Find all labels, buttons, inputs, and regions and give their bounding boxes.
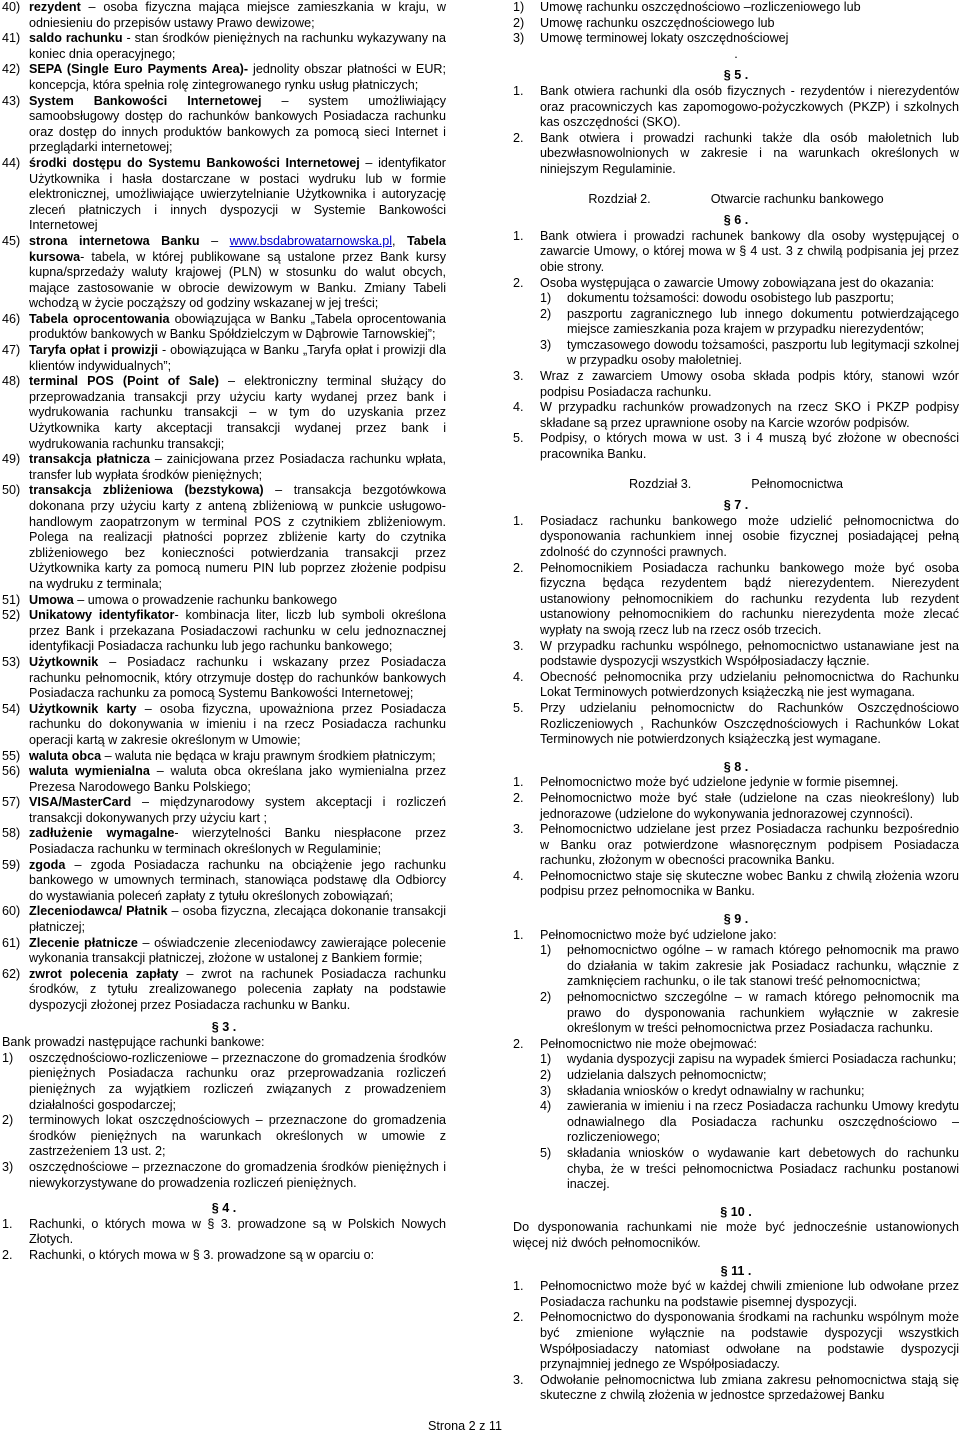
definition-item <box>2 374 446 452</box>
item-text: Osoba występująca o zawarcie Umowy zobowiązana jest do okazania: <box>540 275 935 290</box>
item-number: 1) <box>540 291 552 306</box>
definition-text: – oświadczenie zleceniodawcy zawierające polecenie wykonania transakcji płatniczej, złożone w ustalonej z Bankiem formie; <box>29 935 446 966</box>
definition-text: – identyfikator Użytkownika i hasła dostarczane w postaci wydruku lub w formie elektronicznej, umożliwiające uwierzytelnianie Użytkownika i autoryzację zleceń płatniczych i innych dyspozycji w Systemie Bankowości Internetowej <box>29 155 446 233</box>
exclusion-item <box>513 1068 959 1084</box>
right-column <box>513 0 959 1404</box>
item-text: Pełnomocnictwo staje się skuteczne wobec Banku z chwilą złożenia wzoru podpisu przez pełnomocnika w Banku. <box>540 868 959 899</box>
item-text: Pełnomocnictwo nie może obejmować: <box>540 1036 757 1051</box>
definition-text: - obowiązująca w Banku „Taryfa opłat i prowizji dla klientów indywidualnych”; <box>29 343 446 373</box>
item-number: 2) <box>540 1068 552 1082</box>
item-text: składania wniosków o kredyt odnawialny w rachunku; <box>567 1083 865 1098</box>
item-number: 1) <box>513 0 525 14</box>
item-number: 50) <box>2 483 21 498</box>
account-type-item <box>2 1160 446 1191</box>
item-number: 3. <box>513 369 524 384</box>
section-6-item <box>513 229 959 276</box>
definition-item <box>2 967 446 1014</box>
chapter-2-heading <box>513 192 959 208</box>
item-number: 2. <box>513 790 524 805</box>
exclusion-item <box>513 1099 959 1146</box>
term: strona internetowa Banku <box>29 233 200 248</box>
section-4-item <box>2 1248 446 1264</box>
term: terminal POS (Point of Sale) <box>29 374 219 389</box>
section-8-item <box>513 775 959 791</box>
item-number: 62) <box>2 966 21 981</box>
term: SEPA (Single Euro Payments Area)- <box>29 62 249 77</box>
definition-item <box>2 0 446 31</box>
item-text: Pełnomocnikiem Posiadacza rachunku bankowego może być osoba fizyczna będąca rezydentem bądź nierezydentem. Nierezydent ustanowiony pełnomocnikiem do rachunku rezydenta lub rezydent ustanowiony pełnomocnikiem do rachunku nierezydenta może zlecać wypłaty na swoją rzecz lub na rzecz osób trzecich. <box>540 560 959 637</box>
item-text: Pełnomocnictwo może być w każdej chwili zmienione lub odwołane przez Posiadacza rachunku na podstawie pisemnej dyspozycji. <box>540 1279 959 1309</box>
definition-item <box>2 62 446 93</box>
item-text: oszczędnościowe – przeznaczone do gromadzenia środków pieniężnych i niewykorzystywane do prowadzenia rozliczeń pieniężnych. <box>29 1159 446 1190</box>
chapter-title: Pełnomocnictwa <box>751 476 843 491</box>
item-number: 2. <box>513 275 524 290</box>
item-number: 51) <box>2 592 21 607</box>
section-11-list <box>513 1279 959 1404</box>
item-number: 47) <box>2 343 21 358</box>
item-number: 1. <box>513 513 524 528</box>
item-number: 55) <box>2 748 21 763</box>
definition-item <box>2 858 446 905</box>
section-4-list <box>2 1217 446 1264</box>
term: transakcja zbliżeniowa (bezstykowa) <box>29 483 264 498</box>
item-number: 3) <box>2 1159 14 1174</box>
term: zwrot polecenia zapłaty <box>29 966 179 981</box>
section-5-list <box>513 84 959 178</box>
item-text: Rachunki, o których mowa w § 3. prowadzone są w oparciu o: <box>29 1247 375 1262</box>
item-number: 1. <box>513 927 524 942</box>
definition-text: – osoba fizyczna, zlecająca dokonanie transakcji płatniczej; <box>29 904 446 935</box>
item-text: Pełnomocnictwo może być udzielone jako: <box>540 927 777 942</box>
proxy-type-item <box>513 990 959 1037</box>
item-number: 44) <box>2 155 21 170</box>
definition-item <box>2 936 446 967</box>
term: środki dostępu do Systemu Bankowości Internetowej <box>29 155 360 170</box>
term: System Bankowości Internetowej <box>29 93 262 108</box>
definition-item <box>2 826 446 857</box>
item-text: terminowych lokat oszczędnościowych – przeznaczone do gromadzenia środków pieniężnych na warunkach określonych w umowie z zastrzeżeniem 13 ust. 2; <box>29 1113 446 1159</box>
definition-text: – międzynarodowy system akceptacji i rozliczeń transakcji dokonywanych przy użyciu kart ; <box>29 795 446 825</box>
item-number: 56) <box>2 764 21 779</box>
section-11-item <box>513 1373 959 1404</box>
item-text: Bank otwiera i prowadzi rachunek bankowy dla osoby występującej o zawarcie Umowy, o której mowa w § 4 ust. 3 z chwilą podpisania jej przez obie strony. <box>540 228 959 274</box>
section-heading-5: § 5 . <box>723 68 749 83</box>
section-8-item <box>513 822 959 869</box>
agreement-list <box>513 0 959 47</box>
item-number: 1. <box>513 83 524 98</box>
term: waluta wymienialna <box>29 764 150 779</box>
definition-text: jednolity obszar płatności w EUR; koncepcja, która spełnia rolę zintegrowanego rynku usług płatniczych; <box>29 62 447 92</box>
item-text: Podpisy, o których mowa w ust. 3 i 4 muszą być złożone w obecności pracownika Banku. <box>540 431 959 462</box>
exclusion-item <box>513 1052 959 1068</box>
definition-text: – transakcja bezgotówkowa dokonana przy użyciu karty z anteną zbliżeniową w punkcie usługowo-handlowym zaopatrzonym w terminal POS z czytnikiem zbliżeniowym. Polega na realizacji płatności poprzez zbliżenie karty do czytnika zbliżeniowego bez konieczności potwierdzania transakcji przez Użytkownika karty za pomocą numeru PIN lub poprzez złożenie podpisu na wydruku z terminala; <box>29 483 446 591</box>
item-number: 1) <box>540 943 552 958</box>
section-6-item <box>513 369 959 400</box>
item-text: Umowę rachunku oszczędnościowego lub <box>540 15 775 30</box>
item-text: pełnomocnictwo ogólne – w ramach którego pełnomocnik ma prawo do działania w takim zakresie jak Posiadacz rachunku, włącznie z zamknięciem rachunku, o ile tak stanowi treść pełnomocnictwa; <box>567 943 959 989</box>
section-8-list <box>513 775 959 900</box>
item-number: 52) <box>2 608 21 623</box>
section-8-item <box>513 791 959 822</box>
section-4-item <box>2 1217 446 1248</box>
definition-text: obowiązująca w Banku „Tabela oprocentowania produktów bankowych w Banku Spółdzielczym w Dąbrowie Tarnowskiej”; <box>29 311 446 342</box>
item-number: 59) <box>2 857 21 872</box>
item-number: 1. <box>2 1216 13 1231</box>
definition-item <box>2 452 446 483</box>
term: Zlecenie płatnicze <box>29 935 138 950</box>
definition-text: – zainicjowana przez Posiadacza rachunku wpłata, transfer lub wypłata środków pieniężnych; <box>29 452 446 482</box>
definition-item <box>2 764 446 795</box>
item-number: 53) <box>2 654 21 669</box>
item-text: Pełnomocnictwo do dysponowania środkami na rachunku wspólnym może być zmienione wyłącznie na podstawie dyspozycji wszystkich Współposiadaczy natomiast odwołane na podstawie dyspozycji przynajmniej jednego ze Współposiadaczy. <box>540 1310 959 1372</box>
item-number: 1. <box>513 775 524 790</box>
item-number: 60) <box>2 904 21 919</box>
definition-text: – zgoda Posiadacza rachunku na obciążenie jego rachunku bankowego w umownych terminach, stanowiąca podstawę dla Odbiorcy do wystawiania poleceń zapłaty z tytułu określonych zobowiązań; <box>29 857 446 903</box>
definition-item <box>2 483 446 592</box>
item-text: Pełnomocnictwo może być udzielone jedynie w formie pisemnej. <box>540 775 899 790</box>
item-number: 40) <box>2 0 21 14</box>
item-number: 61) <box>2 935 21 950</box>
item-text: Odwołanie pełnomocnictwa lub zmiana zakresu pełnomocnictwa stają się skuteczne z chwilą złożenia w jednostce sprzedażowej Banku <box>540 1372 959 1403</box>
item-text: Bank otwiera i prowadzi rachunki także dla osób małoletnich lub ubezwłasnowolnionych w zakresie i na warunkach określonych w niniejszym Regulaminie. <box>540 130 959 176</box>
item-number: 2. <box>513 1036 524 1051</box>
definition-text: – system umożliwiający samoobsługowy dostęp do rachunków bankowych Posiadacza rachunku oraz dostęp do innych produktów bankowych za pomocą sieci Internet i przeglądarki internetowej; <box>29 93 446 155</box>
section-heading-3: § 3 . <box>211 1019 237 1034</box>
item-text: Rachunki, o których mowa w § 3. prowadzone są w Polskich Nowych Złotych. <box>29 1216 446 1247</box>
section-heading-7: § 7 . <box>723 498 749 513</box>
item-text: paszportu zagranicznego lub innego dokumentu potwierdzającego miejsce zamieszkania poza krajem w przypadku nierezydentów; <box>567 306 959 337</box>
section-7-item <box>513 514 959 561</box>
definition-text: - tabela, w której publikowane są ustalone przez Bank kursy kupna/sprzedaży waluty krajowej (PLN) w stosunku do walut obcych, mające zastosowanie w obrocie dewizowym w Banku. Zmiany Tabeli wchodzą w życie począższy od godziny wskazanej w jej treści; <box>29 249 446 311</box>
item-number: 3. <box>513 822 524 837</box>
item-number: 2. <box>2 1247 13 1262</box>
section-6-item <box>513 276 959 292</box>
agreement-item <box>513 16 959 32</box>
term: VISA/MasterCard <box>29 795 132 810</box>
item-number: 2. <box>513 130 524 145</box>
item-text: udzielania dalszych pełnomocnictw; <box>567 1068 767 1082</box>
item-number: 1) <box>2 1050 14 1065</box>
section-7-item <box>513 561 959 639</box>
term: waluta obca <box>29 748 102 763</box>
chapter-3-heading <box>513 477 959 493</box>
item-number: 49) <box>2 452 21 467</box>
item-text: zawierania w imieniu i na rzecz Posiadacza rachunku Umowy kredytu odnawialnego dla Posiadacza rachunku oszczędnościowo –rozliczeniowego; <box>567 1099 959 1145</box>
item-number: 43) <box>2 93 21 108</box>
definition-text: – zwrot na rachunek Posiadacza rachunku środków, z tytułu zrealizowanego polecenia zapłaty na podstawie dyspozycji złożonej przez Posiadacza rachunku w Banku. <box>29 966 446 1012</box>
section-heading-6: § 6 . <box>723 213 749 228</box>
term: Unikatowy identyfikator <box>29 608 175 623</box>
item-text: pełnomocnictwo szczególne – w ramach którego pełnomocnik ma prawo do dysponowania rachunkiem wyłącznie w zakresie określonym w treści pełnomocnictwa przez Posiadacza rachunku. <box>567 990 959 1036</box>
definitions-list-a <box>2 0 446 234</box>
term: Tabela oprocentowania <box>29 311 170 326</box>
section-heading-11: § 11 . <box>720 1263 752 1278</box>
term: saldo rachunku <box>29 31 123 46</box>
item-number: 4. <box>513 400 524 415</box>
chapter-number: Rozdział 2. <box>588 191 651 206</box>
section-11-item <box>513 1279 959 1310</box>
item-number: 5) <box>540 1145 552 1160</box>
section-3-intro: Bank prowadzi następujące rachunki bankowe: <box>2 1035 265 1050</box>
section-5-item <box>513 131 959 178</box>
item-number: 2. <box>513 1310 524 1325</box>
section-3-list <box>2 1051 446 1191</box>
section-9-item <box>513 1037 959 1053</box>
exclusion-item <box>513 1146 959 1193</box>
agreement-item <box>513 0 959 16</box>
item-text: oszczędnościowo-rozliczeniowe – przeznaczone do gromadzenia środków pieniężnych Posiadacza rachunku oraz przeprowadzania rozliczeń pieniężnych za wyjątkiem rozliczeń związanych z prowadzeniem działalności gospodarczej; <box>29 1050 446 1112</box>
item-number: 3. <box>513 638 524 653</box>
item-number: 45) <box>2 233 21 248</box>
section-9-list <box>513 928 959 1193</box>
item-number: 2) <box>540 306 552 321</box>
term: Umowa <box>29 592 74 607</box>
definition-text: – Posiadacz rachunku i wskazany przez Posiadacza rachunku pełnomocnik, który otrzymuje dostęp do rachunków bankowych Posiadacza rachunku za pomocą Systemu Bankowości Internetowej; <box>29 654 446 701</box>
section-7-item <box>513 701 959 748</box>
item-text: Pełnomocnictwo udzielane jest przez Posiadacza rachunku bezpośrednio w Banku oraz potwierdzone własnoręcznym podpisem Posiadacza rachunku, złożonym w obecności pracownika Banku. <box>540 822 959 868</box>
definition-item <box>2 31 446 62</box>
item-number: 4. <box>513 669 524 684</box>
section-8-item <box>513 869 959 900</box>
definition-text: – waluta obca określana jako wymienialna przez Prezesa Narodowego Banku Polskiego; <box>29 764 446 794</box>
item-text: Bank otwiera rachunki dla osób fizycznych - rezydentów i nierezydentów oraz pracowniczych kas zapomogowo-pożyczkowych (PKZP) i szkolnych kas oszczędności (SKO). <box>540 83 959 130</box>
term: Taryfa opłat i prowizji <box>29 343 159 358</box>
definition-item <box>2 655 446 702</box>
section-6-list <box>513 229 959 463</box>
item-text: Umowę rachunku oszczędnościowo –rozliczeniowego lub <box>540 0 861 14</box>
item-number: 57) <box>2 795 21 810</box>
definition-item <box>2 343 446 374</box>
section-7-item <box>513 670 959 701</box>
item-text: składania wniosków o wydawanie kart debetowych do rachunku chyba, że w treści pełnomocnictwa Posiadacz rachunku postanowi inaczej. <box>567 1145 959 1192</box>
item-text: tymczasowego dowodu tożsamości, paszportu lub legitymacji szkolnej w przypadku osoby małoletniej. <box>567 337 959 368</box>
item-number: 2) <box>2 1113 14 1128</box>
term: rezydent <box>29 0 81 14</box>
exclusion-item <box>513 1084 959 1100</box>
item-text: Posiadacz rachunku bankowego może udzielić pełnomocnictwa do dysponowania rachunkiem innej osobie fizycznej posiadającej pełną zdolność do czynności prawnych. <box>540 513 959 559</box>
bank-website-link[interactable]: www.bsdabrowatarnowska.pl <box>229 233 393 248</box>
item-number: 46) <box>2 311 21 326</box>
definition-text: – elektroniczny terminal służący do przeprowadzania transakcji przy użyciu karty wydanej przez bank i wydrukowania rachunku transakcji – w tym do uzyskania przez Użytkownika karty akceptacji transakcji wydanej przez bank i wydrukowania rachunku transakcji; <box>29 374 446 451</box>
document-item <box>513 338 959 369</box>
item-number: 41) <box>2 31 21 46</box>
item-text: Umowę terminowej lokaty oszczędnościowej <box>540 31 789 46</box>
item-number: 3. <box>513 1372 524 1387</box>
definition-item <box>2 795 446 826</box>
definition-text: – umowa o prowadzenie rachunku bankowego <box>73 592 338 607</box>
definition-item <box>2 593 446 609</box>
item-number: 2) <box>540 990 552 1005</box>
item-number: 3) <box>540 1083 552 1098</box>
item-number: 1. <box>513 1279 524 1294</box>
item-text: Obecność pełnomocnika przy udzielaniu pełnomocnictwa do Rachunku Lokat Terminowych potwierdzonych książeczką nie jest wymagana. <box>540 669 959 700</box>
term: zgoda <box>29 857 66 872</box>
section-5-item <box>513 84 959 131</box>
section-heading-9: § 9 . <box>723 912 749 927</box>
page-footer: Strona 2 z 11 <box>428 1419 502 1433</box>
definition-item <box>2 608 446 655</box>
definition-text: - stan środków pieniężnych na rachunku wykazywany na koniec dnia operacyjnego; <box>29 31 447 61</box>
item-number: 1) <box>540 1052 552 1067</box>
definition-item <box>2 904 446 935</box>
item-text: Przy udzielaniu pełnomocnictw do Rachunków Oszczędnościowo Rozliczeniowych , Rachunków Oszczędnościowych i Rachunków Lokat Terminowych nie potwierdzonych książeczką jest wymagane. <box>540 700 959 747</box>
section-10-text: Do dysponowania rachunkami nie może być jednocześnie ustanowionych więcej niż dwóch pełnomocników. <box>513 1220 959 1250</box>
section-heading-8: § 8 . <box>723 759 749 774</box>
section-heading-4: § 4 . <box>211 1201 237 1216</box>
definition-text: - wierzytelności Banku niespłacone przez Posiadacza rachunku w terminach określonych w Regulaminie; <box>29 826 446 857</box>
item-number: 2) <box>513 15 525 30</box>
definition-item-45: 45) strona internetowa Banku – www.bsdabrowatarnowska.pl, Tabela kursowa- tabela, w której publikowane są ustalone przez Bank kursy kupna/sprzedaży waluty krajowej (PLN) w stosunku do walut obcych, mające zastosowanie w obrocie dewizowym w Banku. Zmiany Tabeli wchodzą w życie począższy od godziny wskazanej w jej treści; <box>2 233 446 311</box>
left-column <box>2 0 446 1264</box>
agreement-item <box>513 31 959 47</box>
definition-text: - kombinacja liter, liczb lub symboli określona przez Bank i przekazana Posiadaczowi rachunku w celu jednoznacznej identyfikacji Posiadacza rachunku lub jego rachunku bankowego; <box>29 608 446 654</box>
definition-item <box>2 156 446 234</box>
section-6-item <box>513 400 959 431</box>
chapter-title: Otwarcie rachunku bankowego <box>710 191 884 206</box>
section-11-item <box>513 1310 959 1372</box>
item-number: 3) <box>513 31 525 46</box>
definition-item <box>2 94 446 156</box>
item-text: wydania dyspozycji zapisu na wypadek śmierci Posiadacza rachunku; <box>567 1052 957 1067</box>
section-9-item <box>513 928 959 944</box>
term: transakcja płatnicza <box>29 452 151 467</box>
definition-item <box>2 749 446 765</box>
item-number: 5. <box>513 431 524 446</box>
item-number: 4) <box>540 1099 552 1114</box>
term: Zleceniodawca/ Płatnik <box>29 904 168 919</box>
item-number: 48) <box>2 374 21 389</box>
chapter-number: Rozdział 3. <box>628 476 692 491</box>
item-number: 3) <box>540 337 552 352</box>
item-text: W przypadku rachunku wspólnego, pełnomocnictwo ustanawiane jest na podstawie dyspozycji wszystkich Współposiadaczy łącznie. <box>540 638 959 669</box>
item-text: W przypadku rachunków prowadzonych na rzecz SKO i PKZP podpisy składane są przez uprawnione osoby na Karcie wzorów podpisów. <box>540 400 959 430</box>
item-number: 42) <box>2 62 21 77</box>
account-type-item <box>2 1113 446 1160</box>
item-text: Pełnomocnictwo może być stałe (udzielone na czas nieokreślony) lub jednorazowe (udzielone do wykonywania jednorazowej czynności). <box>540 790 959 821</box>
definition-item <box>2 702 446 749</box>
definitions-list-b <box>2 312 446 1014</box>
section-heading-10: § 10 . <box>720 1204 752 1219</box>
item-number: 4. <box>513 868 524 883</box>
definition-text: – osoba fizyczna, upoważniona przez Posiadacza rachunku do dokonywania w imieniu i na rzecz Posiadacza rachunku operacji kartą w zakresie określonym w Umowie; <box>29 701 446 747</box>
item-number: 54) <box>2 701 21 716</box>
section-6-item <box>513 431 959 462</box>
term: zadłużenie wymagalne <box>29 826 175 841</box>
section-7-list <box>513 514 959 748</box>
term: Użytkownik karty <box>29 701 137 716</box>
term: Tabela kursowa <box>29 233 446 264</box>
dot: . <box>734 46 738 61</box>
item-text: Wraz z zawarciem Umowy osoba składa podpis który, stanowi wzór podpisu Posiadacza rachunku. <box>540 369 959 399</box>
item-text: dokumentu tożsamości: dowodu osobistego lub paszportu; <box>567 291 894 306</box>
document-item <box>513 307 959 338</box>
proxy-type-item <box>513 943 959 990</box>
definition-text: – osoba fizyczna mająca miejsce zamieszkania w kraju, w odniesieniu do przepisów ustawy Prawo dewizowe; <box>29 0 446 30</box>
item-number: 2. <box>513 560 524 575</box>
item-number: 58) <box>2 826 21 841</box>
section-7-item <box>513 639 959 670</box>
definition-text: – waluta nie będąca w kraju prawnym środkiem płatniczym; <box>101 748 436 763</box>
term: Użytkownik <box>29 654 99 669</box>
item-number: 5. <box>513 700 524 715</box>
account-type-item <box>2 1051 446 1113</box>
item-number: 1. <box>513 228 524 243</box>
definition-item <box>2 312 446 343</box>
document-item <box>513 291 959 307</box>
